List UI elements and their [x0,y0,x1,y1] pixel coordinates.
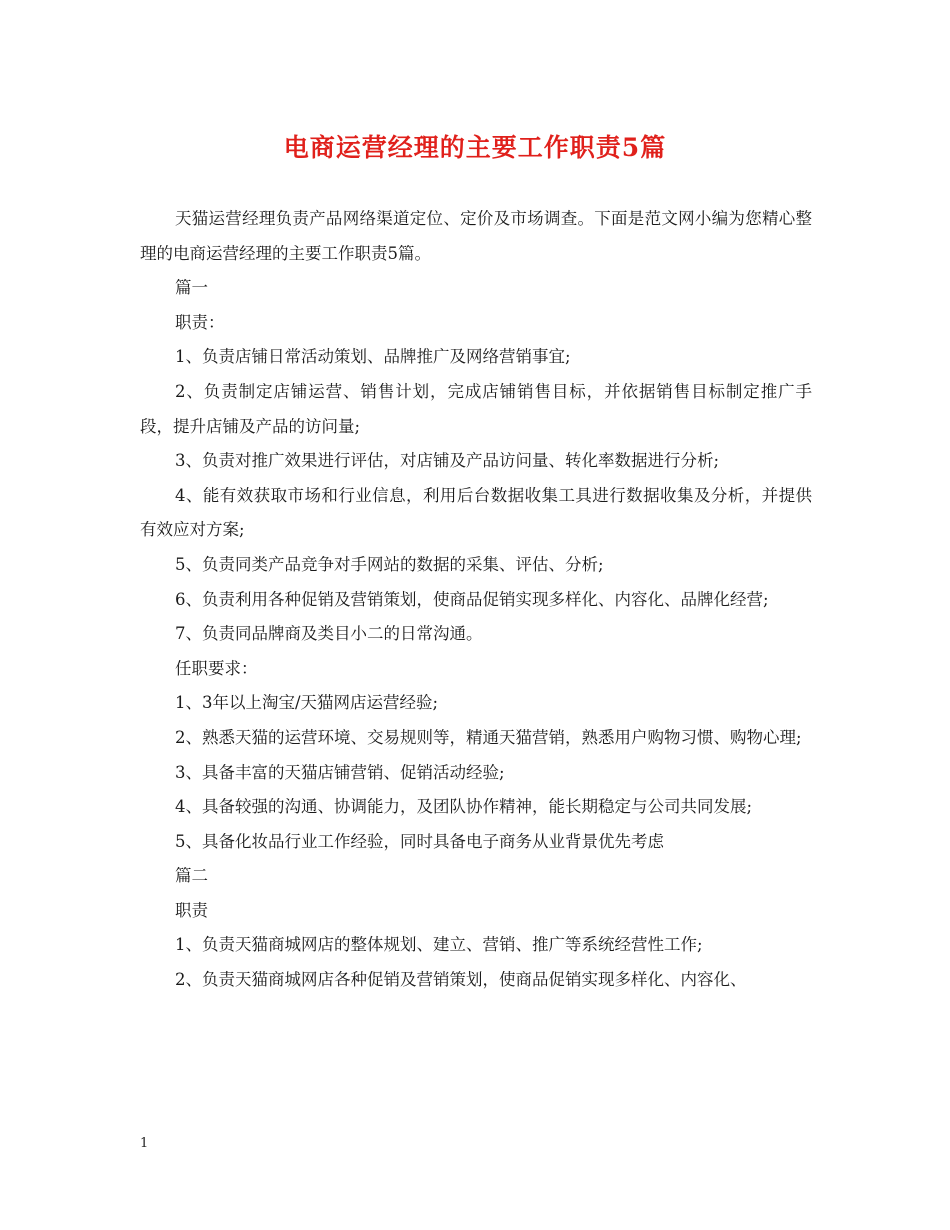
list-item: 1、负责店铺日常活动策划、品牌推广及网络营销事宜; [175,347,571,367]
list-item: 2、熟悉天猫的运营环境、交易规则等，精通天猫营销，熟悉用户购物习惯、购物心理; [175,727,802,747]
list-item: 5、具备化妆品行业工作经验，同时具备电子商务从业背景优先考虑 [175,831,664,851]
list-item: 7、负责同品牌商及类目小二的日常沟通。 [175,624,483,644]
intro-paragraph: 天猫运营经理负责产品网络渠道定位、定价及市场调查。下面是范文网小编为您精心整理的电商运营经理的主要工作职责5篇。 [140,209,812,263]
list-item: 2、负责制定店铺运营、销售计划，完成店铺销售目标，并依据销售目标制定推广手段，提升店铺及产品的访问量; [140,381,812,436]
section-heading-part-two: 篇二 [175,866,208,886]
responsibilities-heading: 职责 [175,900,208,920]
list-item: 2、负责天猫商城网店各种促销及营销策划，使商品促销实现多样化、内容化、 [175,970,747,990]
list-item: 4、具备较强的沟通、协调能力，及团队协作精神，能长期稳定与公司共同发展; [175,797,753,817]
responsibilities-heading: 职责： [175,312,225,332]
requirements-heading: 任职要求： [175,658,258,678]
list-item: 6、负责利用各种促销及营销策划，使商品促销实现多样化、内容化、品牌化经营; [175,589,769,609]
list-item: 3、负责对推广效果进行评估，对店铺及产品访问量、转化率数据进行分析; [175,451,720,471]
list-item: 1、3年以上淘宝/天猫网店运营经验; [175,693,439,713]
document-title: 电商运营经理的主要工作职责5篇 [283,133,667,162]
list-item: 4、能有效获取市场和行业信息，利用后台数据收集工具进行数据收集及分析，并提供有效应对方案; [140,485,812,540]
list-item: 3、具备丰富的天猫店铺营销、促销活动经验; [175,762,505,782]
section-heading-part-one: 篇一 [175,278,208,298]
list-item: 1、负责天猫商城网店的整体规划、建立、营销、推广等系统经营性工作; [175,935,703,955]
document-body [140,202,812,998]
list-item: 5、负责同类产品竞争对手网站的数据的采集、评估、分析; [175,554,604,574]
page-number: 1 [140,1136,149,1151]
